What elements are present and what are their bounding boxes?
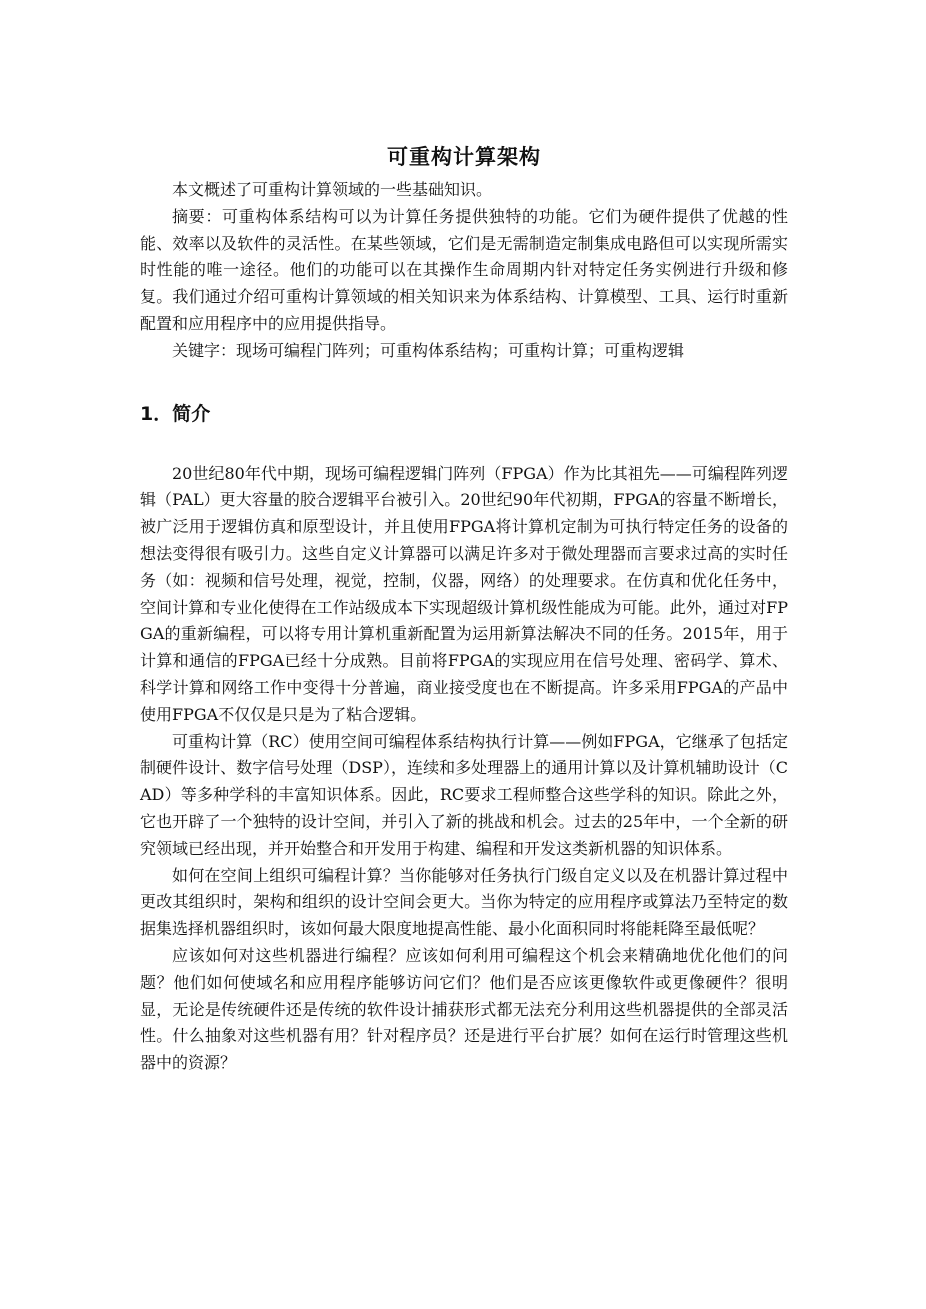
intro-paragraph-4: 应该如何对这些机器进行编程？应该如何利用可编程这个机会来精确地优化他们的问题？他们如何使域名和应用程序能够访问它们？他们是否应该更像软件或更像硬件？很明显，无论是传统硬件还是传统的软件设计捕获形式都无法充分利用这些机器提供的全部灵活性。什么抽象对这些机器有用？针对程序员？还是进行平台扩展？如何在运行时管理这些机器中的资源？ bbox=[140, 945, 788, 1073]
intro-paragraph-2: 可重构计算（RC）使用空间可编程体系结构执行计算——例如FPGA，它继承了包括定制硬件设计、数字信号处理（DSP），连续和多处理器上的通用计算以及计算机辅助设计（CAD）等多种学科的丰富知识体系。因此，RC要求工程师整合这些学科的知识。除此之外，它也开辟了一个独特的设计空间，并引入了新的挑战和机会。过去的25年中，一个全新的研究领域已经出现，并开始整合和开发用于构建、编程和开发这类新机器的知识体系。 bbox=[140, 731, 788, 858]
keywords-paragraph: 关键字：现场可编程门阵列；可重构体系结构；可重构计算；可重构逻辑 bbox=[172, 340, 685, 360]
abstract-paragraph: 摘要：可重构体系结构可以为计算任务提供独特的功能。它们为硬件提供了优越的性能、效率以及软件的灵活性。在某些领域，它们是无需制造定制集成电路但可以实现所需实时性能的唯一途径。他们的功能可以在其操作生命周期内针对特定任务实例进行升级和修复。我们通过介绍可重构计算领域的相关知识来为体系结构、计算模型、工具、运行时重新配置和应用程序中的应用提供指导。 bbox=[140, 206, 788, 333]
document-body bbox=[140, 141, 788, 1077]
section-heading-introduction: 1．简介 bbox=[140, 402, 211, 425]
intro-paragraph-3: 如何在空间上组织可编程计算？当你能够对任务执行门级自定义以及在机器计算过程中更改其组织时，架构和组织的设计空间会更大。当你为特定的应用程序或算法乃至特定的数据集选择机器组织时，该如何最大限度地提高性能、最小化面积同时将能耗降至最低呢？ bbox=[140, 865, 788, 939]
intro-paragraph-1: 20世纪80年代中期，现场可编程逻辑门阵列（FPGA）作为比其祖先——可编程阵列逻辑（PAL）更大容量的胶合逻辑平台被引入。20世纪90年代初期，FPGA的容量不断增长，被广泛用于逻辑仿真和原型设计，并且使用FPGA将计算机定制为可执行特定任务的设备的想法变得很有吸引力。这些自定义计算器可以满足许多对于微处理器而言要求过高的实时任务（如：视频和信号处理，视觉，控制，仪器，网络）的处理要求。在仿真和优化任务中，空间计算和专业化使得在工作站级成本下实现超级计算机级性能成为可能。此外，通过对FPGA的重新编程，可以将专用计算机重新配置为运用新算法解决不同的任务。2015年，用于计算和通信的FPGA已经十分成熟。目前将FPGA的实现应用在信号处理、密码学、算术、科学计算和网络工作中变得十分普遍，商业接受度也在不断提高。许多采用FPGA的产品中使用FPGA不仅仅是只是为了粘合逻辑。 bbox=[140, 463, 788, 724]
document-title: 可重构计算架构 bbox=[387, 145, 541, 169]
overview-paragraph: 本文概述了可重构计算领域的一些基础知识。 bbox=[172, 180, 493, 199]
